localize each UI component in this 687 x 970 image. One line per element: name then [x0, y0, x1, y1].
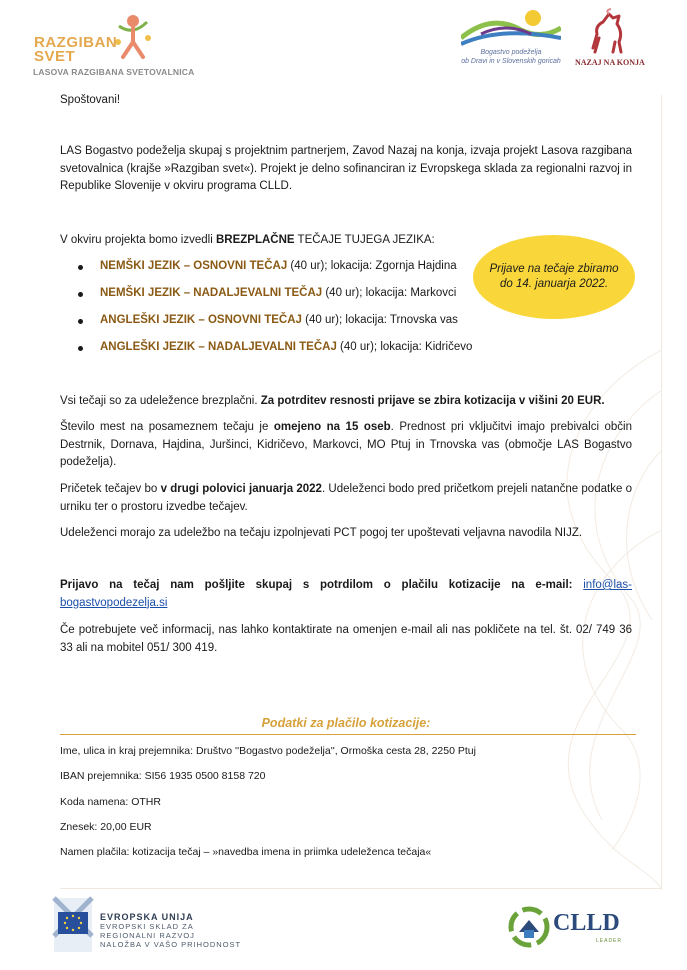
payment-purpose: Namen plačila: kotizacija tečaj – »navedba imena in priimka udeleženca tečaja« [60, 846, 432, 858]
horse-icon [585, 8, 630, 56]
courses-intro: V okviru projekta bomo izvedli BREZPLAČNE TEČAJE TUJEGA JEZIKA: [60, 234, 435, 246]
pct-paragraph: Udeleženci morajo za udeležbo na tečaju izpolnjevati PCT pogoj ter upoštevati veljavna navodila NIJZ. [60, 527, 583, 539]
bogastvo-podezelja-logo [447, 8, 575, 73]
capacity-paragraph: Število mest na posameznem tečaju je omejeno na 15 oseb. Prednost pri vključitvi imajo prebivalci občin Destrnik, Dornava, Hajdina, Juršinci, Kidričevo, Markovci, MO Ptuj in Trnovska vas (območje LAS Bogastvo podeželja). [60, 421, 632, 468]
deadline-bubble: Prijave na tečaje zbiramo do 14. januarja 2022. [473, 235, 635, 319]
list-item: NEMŠKI JEZIK – OSNOVNI TEČAJ (40 ur); lokacija: Zgornja Hajdina [60, 258, 480, 285]
logo-caption: Bogastvo podeželja ob Dravi in v Slovenskih goricah [461, 49, 561, 65]
logo-title: RAZGIBAN SVET [34, 34, 118, 65]
list-item: ANGLEŠKI JEZIK – OSNOVNI TEČAJ (40 ur); lokacija: Trnovska vas [60, 312, 480, 339]
application-paragraph: Prijavo na tečaj nam pošljite skupaj s potrdilom o plačilu kotizacije na e-mail: info@las-bogastvopodezelja.si [60, 579, 632, 609]
eu-text: EVROPSKA UNIJA EVROPSKI SKLAD ZA REGIONALNI RAZVOJ NALOŽBA V VAŠO PRIHODNOST [100, 912, 242, 949]
payment-amount: Znesek: 20,00 EUR [60, 821, 152, 833]
list-item: NEMŠKI JEZIK – NADALJEVALNI TEČAJ (40 ur); lokacija: Markovci [60, 285, 480, 312]
course-list [60, 258, 480, 366]
eu-fund-logo [52, 896, 252, 954]
clld-logo: CLLD LEADER [508, 906, 638, 952]
nazaj-na-konja-logo: NAZAJ NA KONJA [575, 8, 640, 73]
bullet-icon [78, 292, 83, 297]
eu-flag-icon [52, 896, 94, 954]
clld-emblem-icon [508, 906, 550, 948]
bullet-icon [78, 346, 83, 351]
contact-paragraph: Če potrebujete več informacij, nas lahko kontaktirate na omenjen e-mail ali nas pokličete na tel. št. 02/ 749 36 33 ali na mobitel 051/ 300 419. [60, 624, 632, 654]
razgiban-svet-logo [33, 8, 223, 83]
free-courses-paragraph: Vsi tečaji so za udeležence brezplačni. Za potrditev resnosti prijave se zbira kotizacija v višini 20 EUR. [60, 395, 605, 407]
landscape-icon [461, 8, 561, 48]
intro-paragraph: LAS Bogastvo podeželja skupaj s projektnim partnerjem, Zavod Nazaj na konja, izvaja projekt Lasova razgibana svetovalnica (krajše »Razgiban svet«). Projekt je delno sofinanciran iz Evropskega sklada za regionalni razvoj in Republike Slovenije v okviru programa CLLD. [60, 145, 632, 192]
payment-recipient: Ime, ulica in kraj prejemnika: Društvo ''Bogastvo podeželja'', Ormoška cesta 28, 2250 Ptuj [60, 745, 476, 757]
dancer-figure-icon [113, 12, 153, 62]
list-item: ANGLEŠKI JEZIK – NADALJEVALNI TEČAJ (40 ur); lokacija: Kidričevo [60, 339, 480, 366]
payment-code: Koda namena: OTHR [60, 796, 161, 808]
bullet-icon [78, 319, 83, 324]
start-date-paragraph: Pričetek tečajev bo v drugi polovici januarja 2022. Udeleženci bodo pred pričetkom prejeli natančne podatke o urniku ter o prostoru izvedbe tečajev. [60, 483, 633, 513]
payment-iban: IBAN prejemnika: SI56 1935 0500 8158 720 [60, 770, 266, 782]
logo-subtitle: LASOVA RAZGIBANA SVETOVALNICA [33, 67, 195, 77]
greeting: Spoštovani! [60, 94, 121, 106]
bullet-icon [78, 265, 83, 270]
payment-title: Podatki za plačilo kotizacije: [261, 716, 431, 730]
payment-divider [60, 734, 636, 735]
email-link[interactable]: info@las-bogastvopodezelja.si [60, 579, 632, 609]
